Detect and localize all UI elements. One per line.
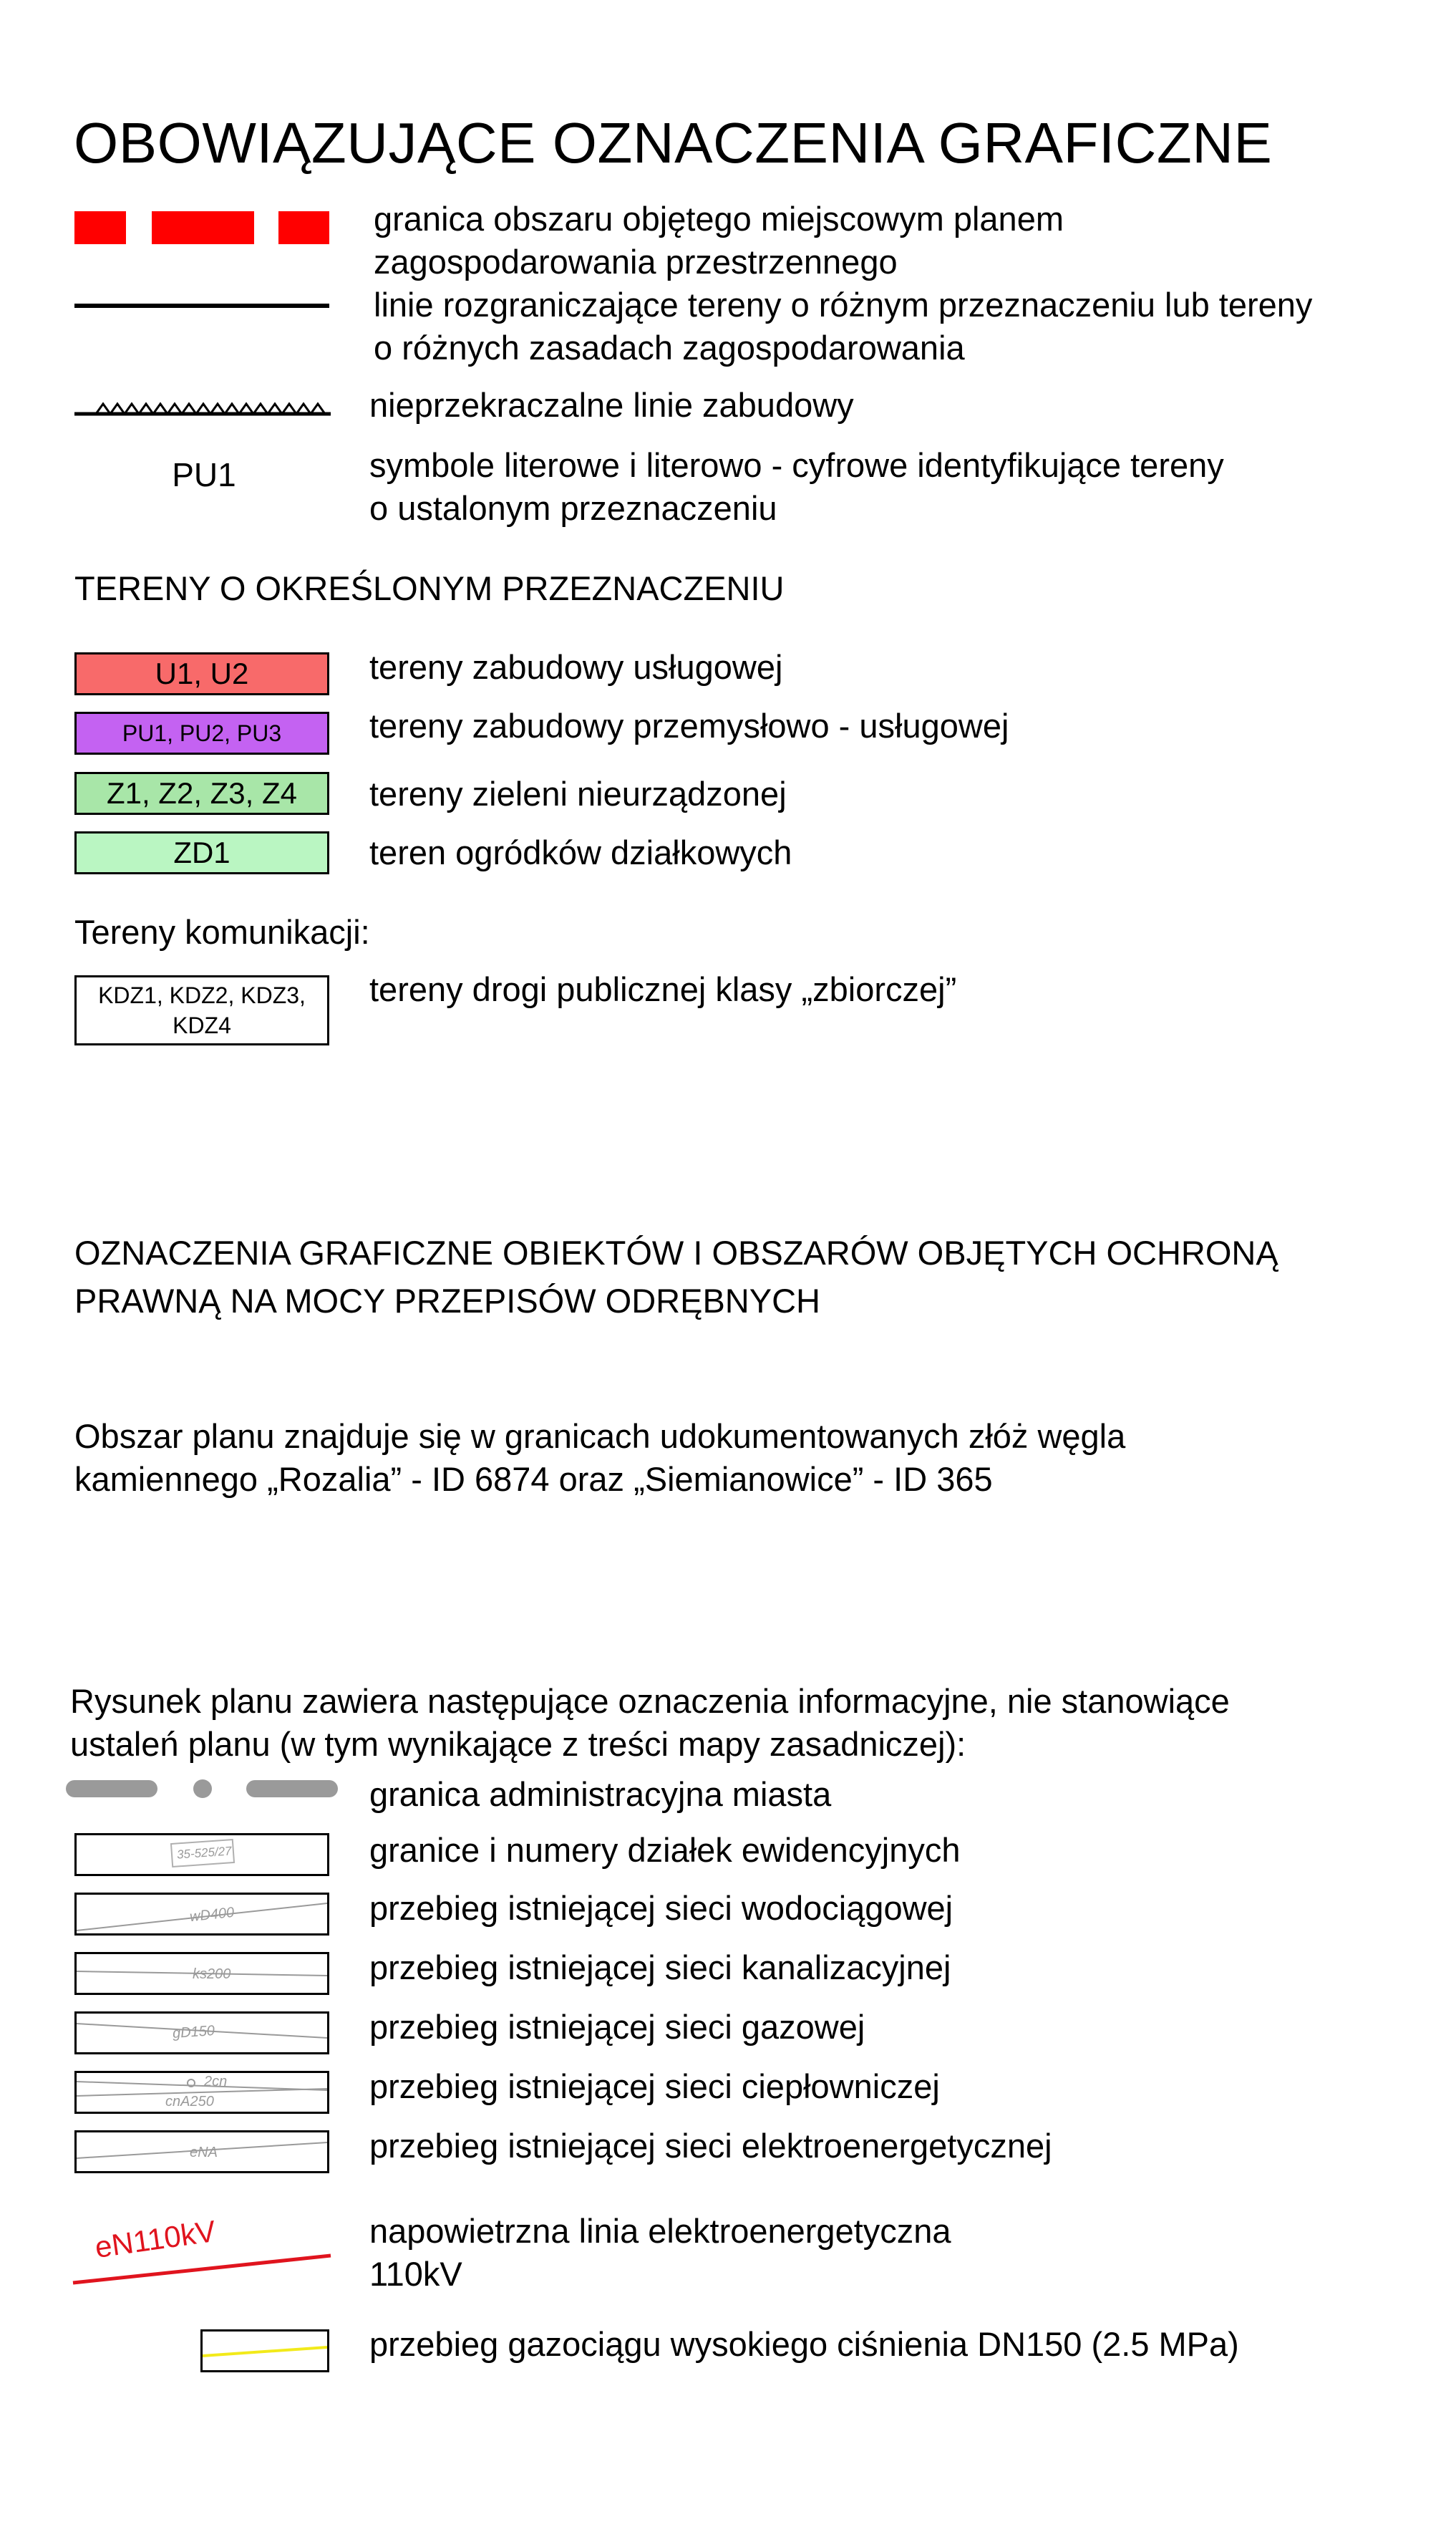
- area-code: Z1, Z2, Z3, Z4: [106, 776, 298, 810]
- admin-boundary-desc: granica administracyjna miasta: [369, 1775, 832, 1813]
- area-code: U1, U2: [155, 657, 249, 690]
- overhead-line-desc: [369, 2210, 951, 2296]
- deposits-line: Obszar planu znajduje się w granicach udokumentowanych złóż węgla: [74, 1417, 1126, 1455]
- plan-boundary-desc: [374, 198, 1064, 284]
- road-code-line: KDZ4: [173, 1013, 231, 1038]
- boundary-dash: [152, 211, 254, 244]
- info-intro: [70, 1680, 1230, 1766]
- symbols-desc-line: symbole literowe i literowo - cyfrowe identyfikujące tereny: [369, 446, 1224, 484]
- road-code-line: KDZ1, KDZ2, KDZ3,: [98, 982, 306, 1008]
- area-swatch-zd: [74, 831, 329, 874]
- road-swatch: [74, 975, 329, 1045]
- high-pressure-gas-symbol: [200, 2329, 329, 2372]
- heating-network-desc: przebieg istniejącej sieci ciepłowniczej: [369, 2067, 940, 2105]
- page-title: OBOWIĄZUJĄCE OZNACZENIA GRAFICZNE: [74, 111, 1273, 175]
- protection-heading-line: PRAWNĄ NA MOCY PRZEPISÓW ODRĘBNYCH: [74, 1282, 820, 1320]
- gas-label: gD150: [172, 2022, 215, 2042]
- water-label: wD400: [189, 1904, 236, 1925]
- road-desc: tereny drogi publicznej klasy „zbiorczej”: [369, 970, 957, 1008]
- sewer-network-desc: przebieg istniejącej sieci kanalizacyjnej: [369, 1948, 951, 1986]
- symbols-desc-line: o ustalonym przeznaczeniu: [369, 489, 777, 527]
- water-network-symbol: [74, 1893, 329, 1936]
- symbol-example: PU1: [172, 456, 236, 493]
- overhead-desc-line: napowietrzna linia elektroenergetyczna: [369, 2212, 951, 2250]
- parcel-number-label: 35-525/27: [176, 1844, 233, 1862]
- parcel-symbol: [74, 1833, 329, 1876]
- symbols-desc: [369, 444, 1224, 530]
- heating-network-symbol: [74, 2071, 329, 2114]
- admin-boundary-symbol: [66, 1779, 338, 1799]
- info-intro-line: ustaleń planu (w tym wynikające z treści mapy zasadniczej):: [70, 1725, 966, 1763]
- electric-network-symbol: [74, 2130, 329, 2173]
- area-code: PU1, PU2, PU3: [122, 720, 282, 746]
- admin-dash: [246, 1780, 338, 1797]
- info-intro-line: Rysunek planu zawiera następujące oznaczenia informacyjne, nie stanowiące: [70, 1682, 1230, 1720]
- parcel-desc: granice i numery działek ewidencyjnych: [369, 1831, 961, 1869]
- dividing-line-symbol: [74, 304, 329, 308]
- plan-boundary-desc-line: granica obszaru objętego miejscowym planem: [374, 200, 1064, 238]
- sewer-network-symbol: [74, 1952, 329, 1995]
- area-swatch-pu: [74, 712, 329, 755]
- boundary-dash: [278, 211, 329, 244]
- water-network-desc: przebieg istniejącej sieci wodociągowej: [369, 1889, 953, 1927]
- area-swatch-z: [74, 772, 329, 815]
- high-pressure-gas-line: [203, 2332, 327, 2370]
- dividing-lines-desc: [374, 284, 1312, 369]
- deposits-line: kamiennego „Rozalia” - ID 6874 oraz „Siemianowice” - ID 365: [74, 1460, 993, 1498]
- area-desc: tereny zabudowy przemysłowo - usługowej: [369, 707, 1009, 745]
- dividing-lines-desc-line: linie rozgraniczające tereny o różnym przeznaczeniu lub tereny: [374, 286, 1313, 324]
- plan-boundary-symbol: [74, 211, 329, 244]
- overhead-line-label: eN110kV: [92, 2213, 218, 2264]
- gas-network-desc: przebieg istniejącej sieci gazowej: [369, 2008, 865, 2046]
- admin-dash: [66, 1780, 157, 1797]
- area-desc: tereny zieleni nieurządzonej: [369, 775, 787, 813]
- electric-network-desc: przebieg istniejącej sieci elektroenergetycznej: [369, 2127, 1052, 2165]
- heating-label-bottom: cnA250: [165, 2094, 214, 2110]
- admin-dot: [193, 1779, 212, 1798]
- communication-heading: Tereny komunikacji:: [74, 913, 370, 951]
- building-line-desc: nieprzekraczalne linie zabudowy: [369, 386, 854, 424]
- sewer-label: ks200: [193, 1966, 231, 1982]
- area-desc: teren ogródków działkowych: [369, 833, 792, 871]
- high-pressure-gas-desc: przebieg gazociągu wysokiego ciśnienia DN150 (2.5 MPa): [369, 2325, 1239, 2363]
- dividing-lines-desc-line: o różnych zasadach zagospodarowania: [374, 329, 965, 367]
- deposits-paragraph: [74, 1415, 1125, 1501]
- electric-label: eNA: [190, 2145, 218, 2160]
- areas-heading: TERENY O OKREŚLONYM PRZEZNACZENIU: [74, 569, 785, 607]
- protection-heading: [74, 1229, 1278, 1325]
- heating-label-top: 2cn: [204, 2074, 228, 2089]
- area-code: ZD1: [173, 836, 230, 869]
- area-swatch-u: [74, 652, 329, 695]
- gas-network-symbol: [74, 2011, 329, 2054]
- plan-boundary-desc-line: zagospodarowania przestrzennego: [374, 243, 898, 281]
- overhead-desc-line: 110kV: [369, 2255, 462, 2293]
- boundary-dash: [74, 211, 126, 244]
- building-line-symbol: [73, 394, 332, 418]
- area-desc: tereny zabudowy usługowej: [369, 648, 783, 686]
- protection-heading-line: OZNACZENIA GRAFICZNE OBIEKTÓW I OBSZARÓW OBJĘTYCH OCHRONĄ: [74, 1234, 1278, 1272]
